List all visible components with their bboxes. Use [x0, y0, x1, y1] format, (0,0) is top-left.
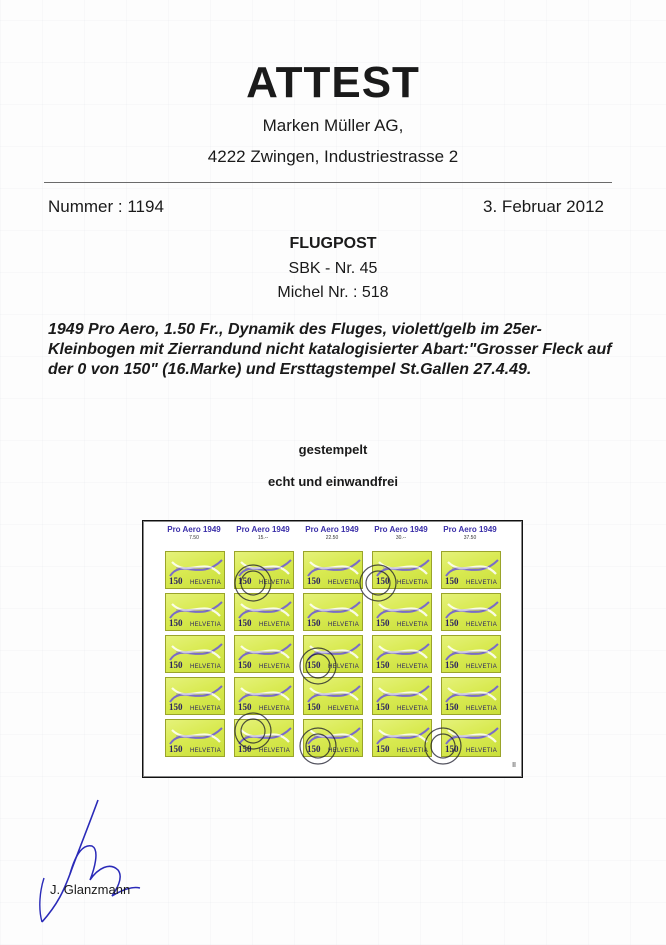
stamp-country: HELVETIA — [466, 748, 497, 754]
stamp-country: HELVETIA — [466, 580, 497, 586]
status-genuine: echt und einwandfrei — [267, 474, 398, 489]
stamp-country: HELVETIA — [259, 706, 290, 712]
stamp-country: HELVETIA — [328, 748, 359, 754]
description-line: 1949 Pro Aero, 1.50 Fr., Dynamik des Fluges, violett/gelb im 25er- — [48, 321, 542, 338]
stamp-cell — [303, 677, 363, 715]
item-description — [48, 320, 618, 380]
stamp-cell — [234, 677, 294, 715]
stamp-cell — [441, 593, 501, 631]
stamp-country: HELVETIA — [328, 580, 359, 586]
stamp-country: HELVETIA — [397, 580, 428, 586]
stamp-cell — [303, 551, 363, 589]
stamp-denomination: 150 — [307, 576, 321, 586]
stamp-country: HELVETIA — [190, 706, 221, 712]
stamp-denomination: 150 — [445, 618, 459, 628]
stamp-country: HELVETIA — [397, 706, 428, 712]
stamp-denomination: 150 — [238, 576, 252, 586]
sbk-number: SBK - Nr. 45 — [288, 260, 378, 277]
stamp-denomination: 150 — [238, 660, 252, 670]
stamp-cell — [303, 593, 363, 631]
stamp-country: HELVETIA — [466, 622, 497, 628]
stamp-cell — [441, 719, 501, 757]
stamp-cell — [303, 635, 363, 673]
company-name: Marken Müller AG, — [262, 116, 404, 135]
stamp-cell — [165, 593, 225, 631]
stamp-country: HELVETIA — [259, 580, 290, 586]
divider-line — [44, 182, 612, 183]
signature-handwritten — [20, 792, 160, 932]
status-used: gestempelt — [298, 442, 368, 457]
sheet-top-price: 37.50 — [463, 535, 477, 541]
sheet-top-label: Pro Aero 1949 — [305, 525, 359, 534]
stamp-cell — [441, 551, 501, 589]
sheet-top-price: 15.-- — [257, 535, 269, 541]
sheet-top-price: 30.-- — [395, 535, 407, 541]
stamp-denomination: 150 — [307, 744, 321, 754]
stamp-denomination: 150 — [445, 576, 459, 586]
stamp-denomination: 150 — [307, 618, 321, 628]
stamp-denomination: 150 — [376, 744, 390, 754]
stamp-country: HELVETIA — [397, 664, 428, 670]
stamp-cell — [372, 677, 432, 715]
stamp-denomination: 150 — [445, 702, 459, 712]
michel-number: Michel Nr. : 518 — [277, 284, 389, 301]
stamp-cell — [165, 719, 225, 757]
stamp-denomination: 150 — [238, 744, 252, 754]
stamp-cell — [165, 551, 225, 589]
certificate-number: Nummer : 1194 — [48, 197, 164, 216]
stamp-cell — [441, 635, 501, 673]
certificate-date: 3. Februar 2012 — [483, 197, 604, 216]
stamp-cell — [234, 635, 294, 673]
sheet-top-price: 22.50 — [325, 535, 339, 541]
stamp-cell — [303, 719, 363, 757]
stamp-country: HELVETIA — [397, 622, 428, 628]
sheet-number: II — [512, 762, 516, 769]
stamp-denomination: 150 — [445, 744, 459, 754]
stamp-cell — [234, 593, 294, 631]
stamp-country: HELVETIA — [328, 664, 359, 670]
sheet-top-label: Pro Aero 1949 — [236, 525, 290, 534]
sheet-top-price: 7.50 — [189, 535, 199, 541]
subject-heading: FLUGPOST — [289, 235, 377, 252]
stamp-country: HELVETIA — [328, 622, 359, 628]
stamp-cell — [441, 677, 501, 715]
stamp-denomination: 150 — [238, 618, 252, 628]
stamp-denomination: 150 — [376, 660, 390, 670]
stamp-country: HELVETIA — [190, 622, 221, 628]
stamp-country: HELVETIA — [466, 706, 497, 712]
stamp-cell — [372, 593, 432, 631]
stamp-cell — [234, 551, 294, 589]
stamp-cell — [165, 635, 225, 673]
stamp-denomination: 150 — [238, 702, 252, 712]
stamp-denomination: 150 — [169, 660, 183, 670]
stamp-denomination: 150 — [307, 702, 321, 712]
stamp-cell — [165, 677, 225, 715]
stamp-country: HELVETIA — [190, 664, 221, 670]
stamp-denomination: 150 — [169, 744, 183, 754]
description-line: der 0 von 150" (16.Marke) und Ersttagstempel St.Gallen 27.4.49. — [48, 361, 532, 378]
signatory-name: J. Glanzmann — [50, 882, 131, 897]
stamp-country: HELVETIA — [190, 748, 221, 754]
sheet-top-label: Pro Aero 1949 — [167, 525, 221, 534]
stamp-cell — [372, 635, 432, 673]
certificate-title: ATTEST — [246, 58, 420, 107]
stamp-country: HELVETIA — [397, 748, 428, 754]
stamp-country: HELVETIA — [259, 664, 290, 670]
stamp-sheet-image — [142, 520, 523, 778]
stamp-denomination: 150 — [445, 660, 459, 670]
stamp-country: HELVETIA — [190, 580, 221, 586]
stamp-denomination: 150 — [307, 660, 321, 670]
stamp-denomination: 150 — [169, 618, 183, 628]
sheet-top-label: Pro Aero 1949 — [374, 525, 428, 534]
stamp-denomination: 150 — [376, 576, 390, 586]
stamp-country: HELVETIA — [328, 706, 359, 712]
stamp-denomination: 150 — [169, 702, 183, 712]
stamp-cell — [372, 551, 432, 589]
sheet-margin-text-right — [506, 553, 516, 753]
stamp-denomination: 150 — [376, 618, 390, 628]
stamp-country: HELVETIA — [259, 748, 290, 754]
sheet-top-label: Pro Aero 1949 — [443, 525, 497, 534]
company-address: 4222 Zwingen, Industriestrasse 2 — [207, 147, 459, 166]
stamp-denomination: 150 — [169, 576, 183, 586]
stamp-country: HELVETIA — [466, 664, 497, 670]
stamp-denomination: 150 — [376, 702, 390, 712]
sheet-margin-text-left — [149, 553, 159, 753]
description-line: Kleinbogen mit Zierrandund nicht katalogisierter Abart:"Grosser Fleck auf — [48, 341, 612, 358]
stamp-cell — [372, 719, 432, 757]
stamp-cell — [234, 719, 294, 757]
stamp-country: HELVETIA — [259, 622, 290, 628]
